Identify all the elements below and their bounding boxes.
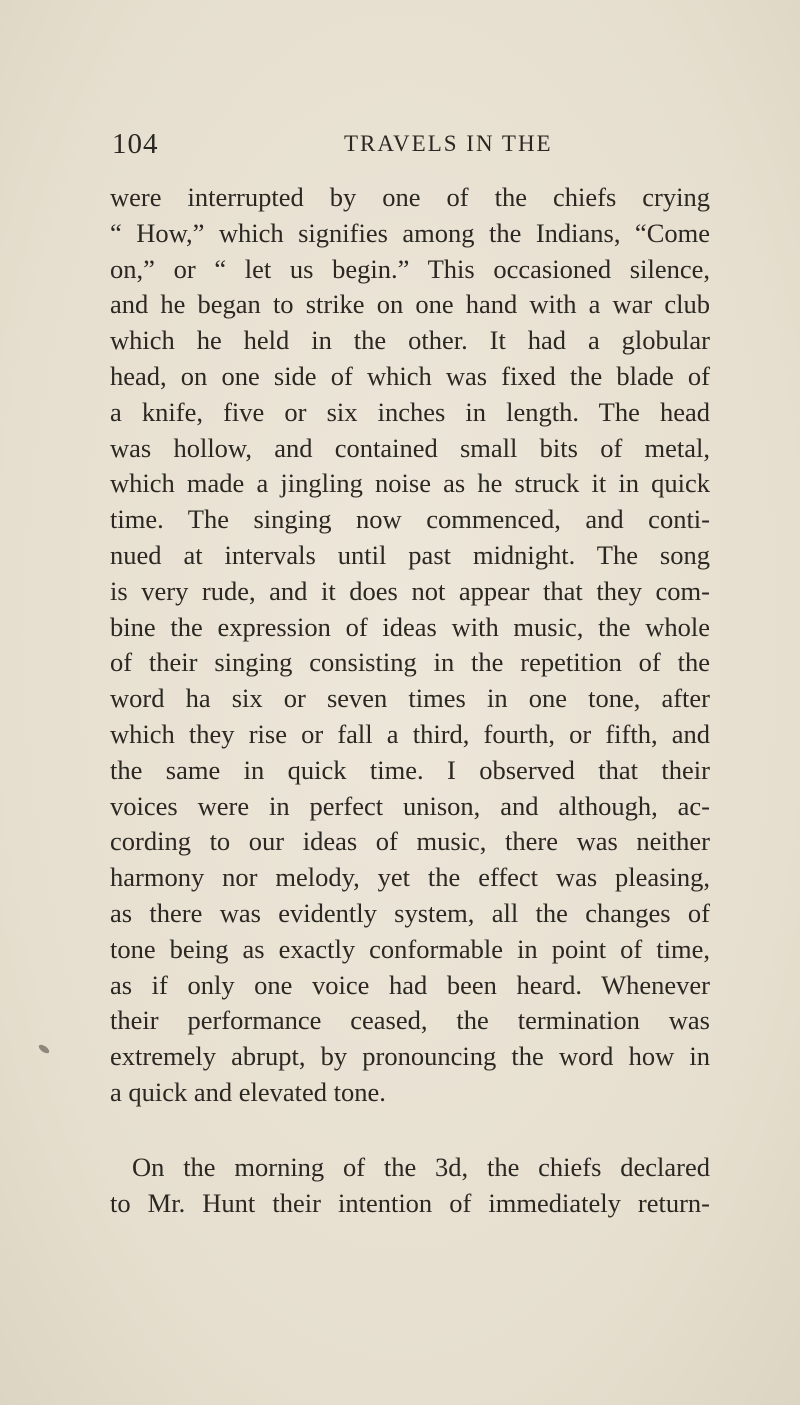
text-line: head, on one side of which was fixed the blade of xyxy=(110,360,710,391)
text-line: bine the expression of ideas with music, the whole xyxy=(110,611,710,642)
text-line: cording to our ideas of music, there was neither xyxy=(110,826,710,857)
text-line: On the morning of the 3d, the chiefs declared xyxy=(132,1151,710,1182)
paragraph xyxy=(110,1150,710,1222)
text-line: tone being as exactly conformable in point of time, xyxy=(110,933,710,964)
text-line: word ha six or seven times in one tone, after xyxy=(110,683,710,714)
body-text xyxy=(110,180,710,1221)
text-line: “ How,” which signifies among the Indians, “Come xyxy=(110,217,710,248)
text-line: extremely abrupt, by pronouncing the word how in xyxy=(110,1041,710,1072)
ink-smudge xyxy=(37,1043,50,1055)
text-line: which made a jingling noise as he struck it in quick xyxy=(110,468,710,499)
text-line: and he began to strike on one hand with a war club xyxy=(110,289,710,320)
text-line: as there was evidently system, all the changes of xyxy=(110,897,710,928)
running-head: TRAVELS IN THE xyxy=(344,131,553,156)
text-line: a knife, five or six inches in length. The head xyxy=(110,396,710,427)
text-line: the same in quick time. I observed that their xyxy=(110,754,710,785)
paragraph-gap xyxy=(110,1111,710,1150)
text-line: to Mr. Hunt their intention of immediately return- xyxy=(110,1187,710,1218)
text-line: is very rude, and it does not appear that they com- xyxy=(110,575,710,606)
text-line: their performance ceased, the termination was xyxy=(110,1005,710,1036)
text-line: time. The singing now commenced, and conti- xyxy=(110,504,710,535)
text-line: which he held in the other. It had a globular xyxy=(110,325,710,356)
page-header xyxy=(112,128,672,164)
text-line: was hollow, and contained small bits of metal, xyxy=(110,432,710,463)
page-number: 104 xyxy=(112,128,159,160)
text-line: voices were in perfect unison, and although, ac- xyxy=(110,790,710,821)
text-line: harmony nor melody, yet the effect was pleasing, xyxy=(110,862,710,893)
paragraph xyxy=(110,180,710,1111)
text-line: as if only one voice had been heard. Whenever xyxy=(110,969,710,1000)
text-line: on,” or “ let us begin.” This occasioned silence, xyxy=(110,253,710,284)
text-line: were interrupted by one of the chiefs crying xyxy=(110,182,710,212)
text-line: which they rise or fall a third, fourth, or fifth, and xyxy=(110,718,710,749)
text-line: of their singing consisting in the repetition of the xyxy=(110,647,710,678)
text-line: nued at intervals until past midnight. The song xyxy=(110,539,710,570)
text-line: a quick and elevated tone. xyxy=(110,1076,386,1107)
